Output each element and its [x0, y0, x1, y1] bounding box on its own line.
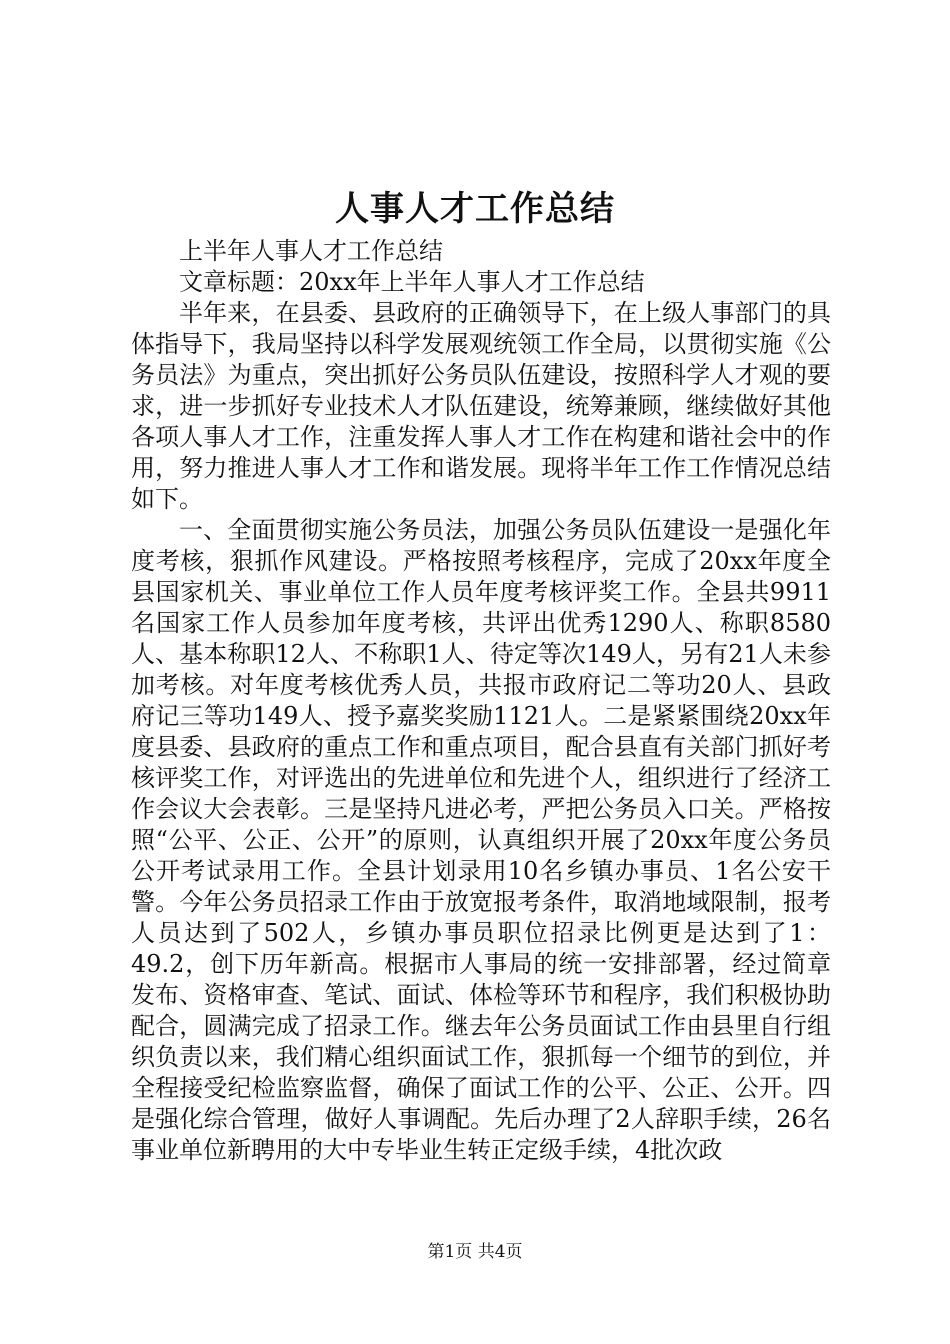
document-title: 人事人才工作总结: [335, 189, 615, 229]
subtitle-paragraph: 上半年人事人才工作总结: [179, 237, 443, 265]
page-footer: 第1页 共4页: [427, 1242, 523, 1262]
document-body: [131, 236, 831, 1166]
section-one-paragraph: 一、全面贯彻实施公务员法，加强公务员队伍建设一是强化年度考核，狠抓作风建设。严格按照考核程序，完成了20xx年度全县国家机关、事业单位工作人员年度考核评奖工作。全县共9911名国家工作人员参加年度考核，共评出优秀1290人、称职8580人、基本称职12人、不称职1人、待定等次149人，另有21人未参加考核。对年度考核优秀人员，共报市政府记二等功20人、县政府记三等功149人、授予嘉奖奖励1121人。二是紧紧围绕20xx年度县委、县政府的重点工作和重点项目，配合县直有关部门抓好考核评奖工作，对评选出的先进单位和先进个人，组织进行了经济工作会议大会表彰。三是坚持凡进必考，严把公务员入口关。严格按照“公平、公正、公开”的原则，认真组织开展了20xx年度公务员公开考试录用工作。全县计划录用10名乡镇办事员、1名公安干警。今年公务员招录工作由于放宽报考条件，取消地域限制，报考人员达到了502人，乡镇办事员职位招录比例更是达到了1：49.2，创下历年新高。根据市人事局的统一安排部署，经过简章发布、资格审查、笔试、面试、体检等环节和程序，我们积极协助配合，圆满完成了招录工作。继去年公务员面试工作由县里自行组织负责以来，我们精心组织面试工作，狠抓每一个细节的到位，并全程接受纪检监察监督，确保了面试工作的公平、公正、公开。四是强化综合管理，做好人事调配。先后办理了2人辞职手续，26名事业单位新聘用的大中专毕业生转正定级手续，4批次政: [131, 516, 831, 1164]
intro-paragraph: 半年来，在县委、县政府的正确领导下，在上级人事部门的具体指导下，我局坚持以科学发展观统领工作全局，以贯彻实施《公务员法》为重点，突出抓好公务员队伍建设，按照科学人才观的要求，进一步抓好专业技术人才队伍建设，统筹兼顾，继续做好其他各项人事人才工作，注重发挥人事人才工作在构建和谐社会中的作用，努力推进人事人才工作和谐发展。现将半年工作工作情况总结如下。: [131, 299, 831, 513]
article-title-paragraph: 文章标题：20xx年上半年人事人才工作总结: [179, 268, 645, 296]
